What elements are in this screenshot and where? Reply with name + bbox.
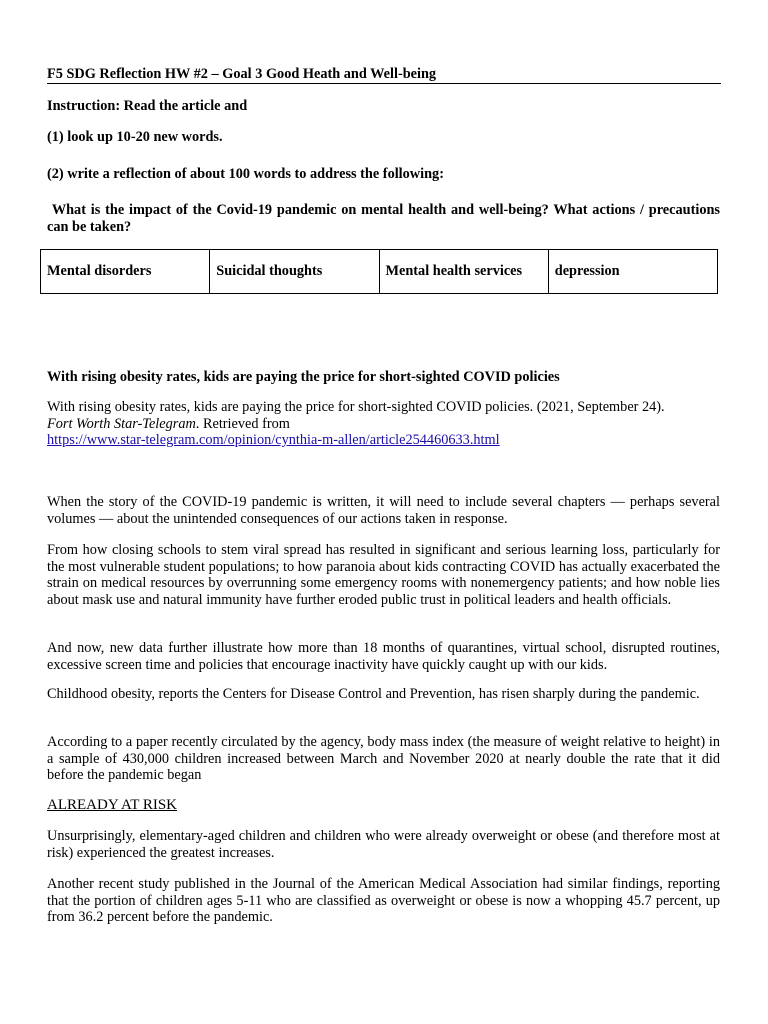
paragraph: Unsurprisingly, elementary-aged children and children who were already overweight or obese (and therefore most at risk) experienced the greatest increases. xyxy=(47,828,720,861)
table-cell: depression xyxy=(548,250,717,294)
page-title: F5 SDG Reflection HW #2 – Goal 3 Good Heath and Well-being xyxy=(47,66,437,82)
paragraph: Childhood obesity, reports the Centers for Disease Control and Prevention, has risen sharply during the pandemic. xyxy=(47,686,700,702)
table-cell: Mental health services xyxy=(379,250,548,294)
article-title: With rising obesity rates, kids are paying the price for short-sighted COVID policies xyxy=(47,369,560,385)
paragraph: From how closing schools to stem viral spread has resulted in significant and serious learning loss, particularly for the most vulnerable student populations; to how paranoia about kids contracting COVID has actually exacerbated the strain on medical resources by overrunning some emergency rooms with nonemergency patients; and how noble lies about mask use and natural immunity have further eroded public trust in political leaders and health officials. xyxy=(47,542,720,608)
paragraph: According to a paper recently circulated by the agency, body mass index (the measure of weight relative to height) in a sample of 430,000 children increased between March and November 2020 at nearly double the rate that it did before the pandemic began xyxy=(47,734,720,784)
citation-text: With rising obesity rates, kids are paying the price for short-sighted COVID policies. (2021, September 24). xyxy=(47,399,665,415)
paragraph: When the story of the COVID-19 pandemic is written, it will need to include several chapters — perhaps several volumes — about the unintended consequences of our actions taken in response. xyxy=(47,494,720,527)
paragraph: Another recent study published in the Journal of the American Medical Association had similar findings, reporting that the portion of children ages 5-11 who are classified as overweight or obese is now a whopping 45.7 percent, up from 36.2 percent before the pandemic. xyxy=(47,876,720,926)
instruction-step-2: (2) write a reflection of about 100 words to address the following: xyxy=(47,166,444,182)
instruction-step-1: (1) look up 10-20 new words. xyxy=(47,129,223,145)
header-divider xyxy=(47,83,721,84)
paragraph: And now, new data further illustrate how more than 18 months of quarantines, virtual school, disrupted routines, excessive screen time and policies that encourage inactivity have quickly caught up with our kids. xyxy=(47,640,720,673)
citation-retrieved: . Retrieved from xyxy=(195,415,290,432)
vocabulary-terms-table xyxy=(40,249,718,294)
table-cell: Suicidal thoughts xyxy=(210,250,379,294)
citation-source: Fort Worth Star-Telegram xyxy=(47,415,196,432)
article-citation xyxy=(47,399,720,449)
article-url-link[interactable]: https://www.star-telegram.com/opinion/cynthia-m-allen/article254460633.html xyxy=(47,432,500,449)
section-heading: ALREADY AT RISK xyxy=(47,797,178,813)
table-cell: Mental disorders xyxy=(41,250,210,294)
table-row xyxy=(41,250,718,294)
instruction-intro: Instruction: Read the article and xyxy=(47,98,248,114)
reflection-question: What is the impact of the Covid-19 pandemic on mental health and well-being? What actions / precautions can be taken? xyxy=(47,202,724,235)
